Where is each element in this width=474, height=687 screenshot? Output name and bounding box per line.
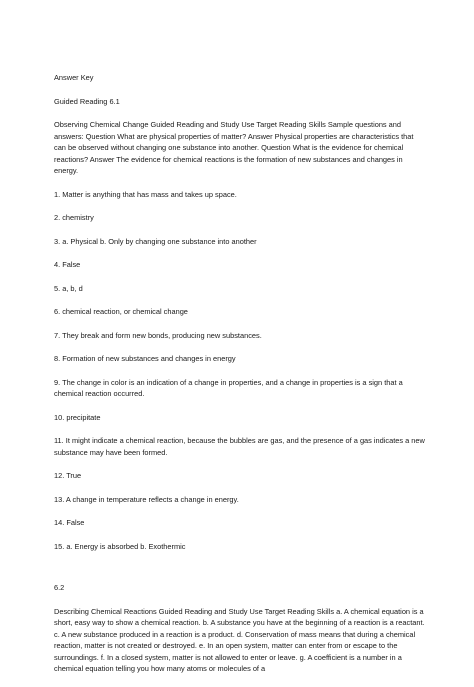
answer-item: 10. precipitate — [54, 412, 101, 422]
answer-item: 1. Matter is anything that has mass and takes up space. — [54, 189, 237, 199]
answer-item: 14. False — [54, 518, 85, 527]
answer-item: 7. They break and form new bonds, producing new substances. — [54, 330, 262, 340]
answer-item: 2. chemistry — [54, 213, 94, 222]
answer-item: 13. A change in temperature reflects a change in energy. — [54, 494, 239, 504]
section-title: Guided Reading 6.1 — [54, 96, 120, 106]
answer-key-header: Answer Key — [54, 73, 94, 82]
section2-title: 6.2 — [54, 583, 65, 592]
answer-item: 12. True — [54, 471, 82, 480]
intro-paragraph: Observing Chemical Change Guided Reading and Study Use Target Reading Skills Sample questions and answers: Question What are physical properties of matter? Answer Physical properties are characteristics that can be observed without changing one substance into another. Question What is the evidence for chemical reactions? Answer The evidence for chemical reactions is the formation of new substances and changes in energy. — [54, 120, 414, 175]
answer-item: 5. a, b, d — [54, 283, 83, 293]
answer-item: 15. a. Energy is absorbed b. Exothermic — [54, 541, 186, 551]
answer-item: 11. It might indicate a chemical reaction, because the bubbles are gas, and the presence of a gas indicates a new substance may have been formed. — [54, 436, 425, 457]
answer-item: 3. a. Physical b. Only by changing one substance into another — [54, 236, 257, 246]
section-spacer — [54, 564, 426, 582]
answer-item: 8. Formation of new substances and changes in energy — [54, 354, 236, 363]
answer-item: 4. False — [54, 260, 81, 269]
section2-paragraph: Describing Chemical Reactions Guided Reading and Study Use Target Reading Skills a. A chemical equation is a short, easy way to show a chemical reaction. b. A substance you have at the beginning of a reaction is a reactant. c. A new substance produced in a reaction is a product. d. Conservation of mass means that during a chemical reaction, matter is not created or destroyed. e. In an open system, matter can enter from or escape to the surroundings. f. In a closed system, matter is not allowed to enter or leave. g. A coefficient is a number in a chemical equation telling you how many atoms or molecules of a — [54, 606, 425, 673]
answer-item: 9. The change in color is an indication of a change in properties, and a change in properties is a sign that a chemical reaction occurred. — [54, 377, 403, 398]
answer-item: 6. chemical reaction, or chemical change — [54, 307, 188, 316]
document-body — [54, 72, 426, 687]
